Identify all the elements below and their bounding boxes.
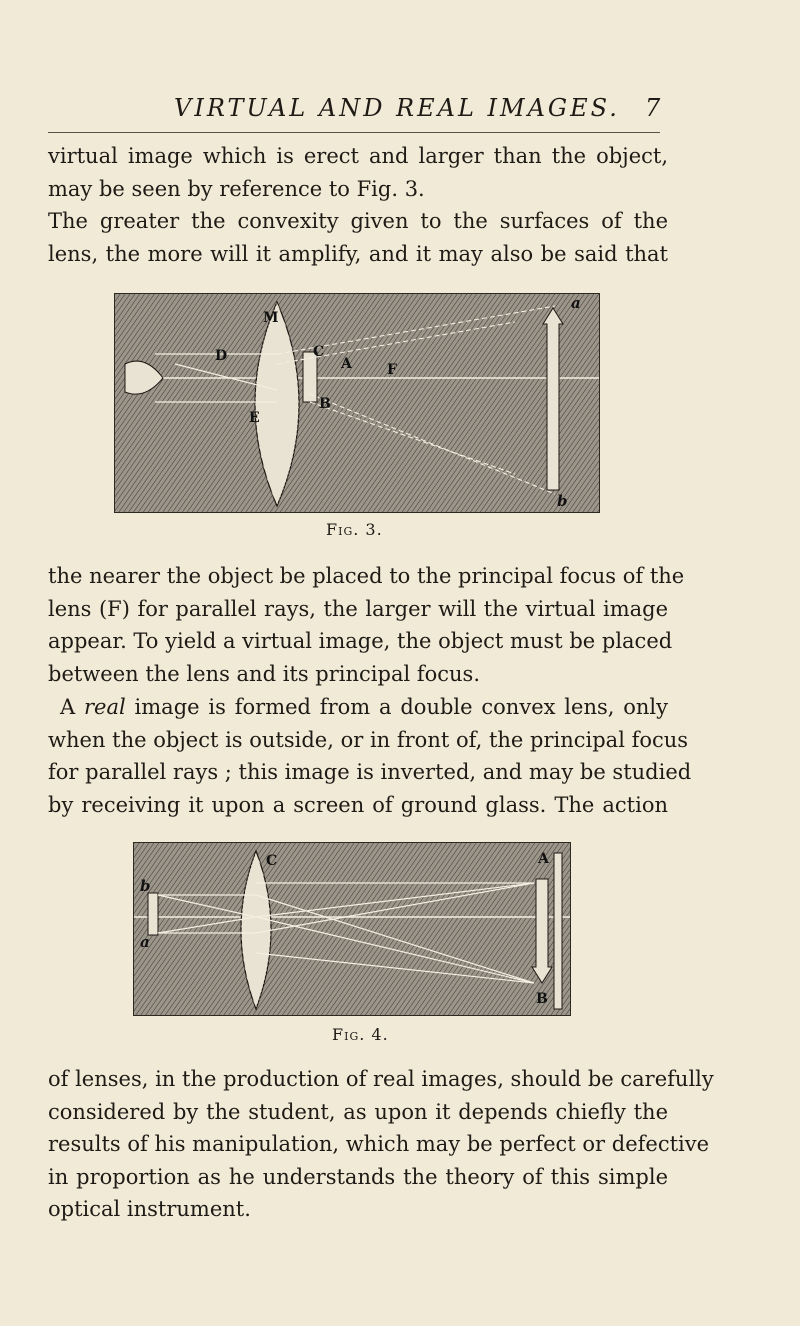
- italic-word: real: [84, 695, 126, 719]
- text-line: The greater the convexity given to the surfaces of the: [48, 209, 668, 234]
- figure-4-diagram: [133, 842, 571, 1016]
- figure-3-svg: [115, 294, 599, 512]
- label-a: a: [571, 294, 581, 312]
- label-b: b: [557, 492, 568, 510]
- text-line-rest: image is formed from a double convex lens, only: [125, 695, 668, 719]
- text-line: in proportion as he understands the theory of this simple: [48, 1164, 668, 1189]
- text-line: for parallel rays ; this image is inverted, and may be studied: [48, 760, 692, 785]
- label-F: F: [387, 362, 397, 378]
- paragraph-1: [48, 140, 668, 270]
- text-line: [48, 691, 668, 724]
- text-line: optical instrument.: [48, 1197, 251, 1222]
- paragraph-2: [48, 560, 685, 690]
- figure-3-background: [115, 294, 599, 512]
- text-line: appear. To yield a virtual image, the object must be placed: [48, 629, 673, 654]
- text-line: results of his manipulation, which may be perfect or defective: [48, 1132, 710, 1157]
- text-line: may be seen by reference to Fig. 3.: [48, 176, 425, 201]
- text-line: lens, the more will it amplify, and it may also be said that: [48, 241, 668, 266]
- paragraph-3: [48, 691, 692, 821]
- text-line: considered by the student, as upon it depends chiefly the: [48, 1099, 668, 1124]
- text-line-prefix: A: [60, 695, 85, 719]
- paragraph-4: [48, 1063, 714, 1226]
- label-b: b: [140, 877, 151, 895]
- label-C: C: [313, 344, 325, 360]
- text-line: lens (F) for parallel rays, the larger will the virtual image: [48, 596, 668, 621]
- label-A: A: [538, 851, 549, 867]
- page-header: [48, 92, 668, 132]
- figure-3-caption: Fig. 3.: [326, 520, 383, 539]
- running-title: VIRTUAL AND REAL IMAGES.: [174, 94, 620, 122]
- label-C: C: [266, 853, 278, 869]
- label-E: E: [249, 410, 260, 426]
- figure-4-caption: Fig. 4.: [332, 1025, 389, 1044]
- figure-3-diagram: [114, 293, 600, 513]
- object: [148, 893, 158, 935]
- label-D: D: [215, 348, 228, 364]
- figure-4-background: [134, 843, 570, 1015]
- label-B: B: [536, 991, 548, 1007]
- text-line: the nearer the object be placed to the principal focus of the: [48, 564, 685, 588]
- text-line: between the lens and its principal focus.: [48, 661, 481, 686]
- page-number: 7: [645, 94, 661, 122]
- text-line: of lenses, in the production of real images, should be carefully: [48, 1067, 714, 1091]
- label-B: B: [319, 396, 331, 412]
- text-line: by receiving it upon a screen of ground glass. The action: [48, 792, 668, 817]
- label-A: A: [341, 356, 352, 372]
- text-line: virtual image which is erect and larger than the object,: [48, 144, 668, 168]
- label-M: M: [263, 310, 279, 326]
- text-line: when the object is outside, or in front of, the principal focus: [48, 727, 689, 752]
- figure-4-svg: [134, 843, 570, 1015]
- ground-glass-screen: [554, 853, 562, 1009]
- header-rule: [48, 132, 660, 133]
- label-a: a: [140, 933, 150, 951]
